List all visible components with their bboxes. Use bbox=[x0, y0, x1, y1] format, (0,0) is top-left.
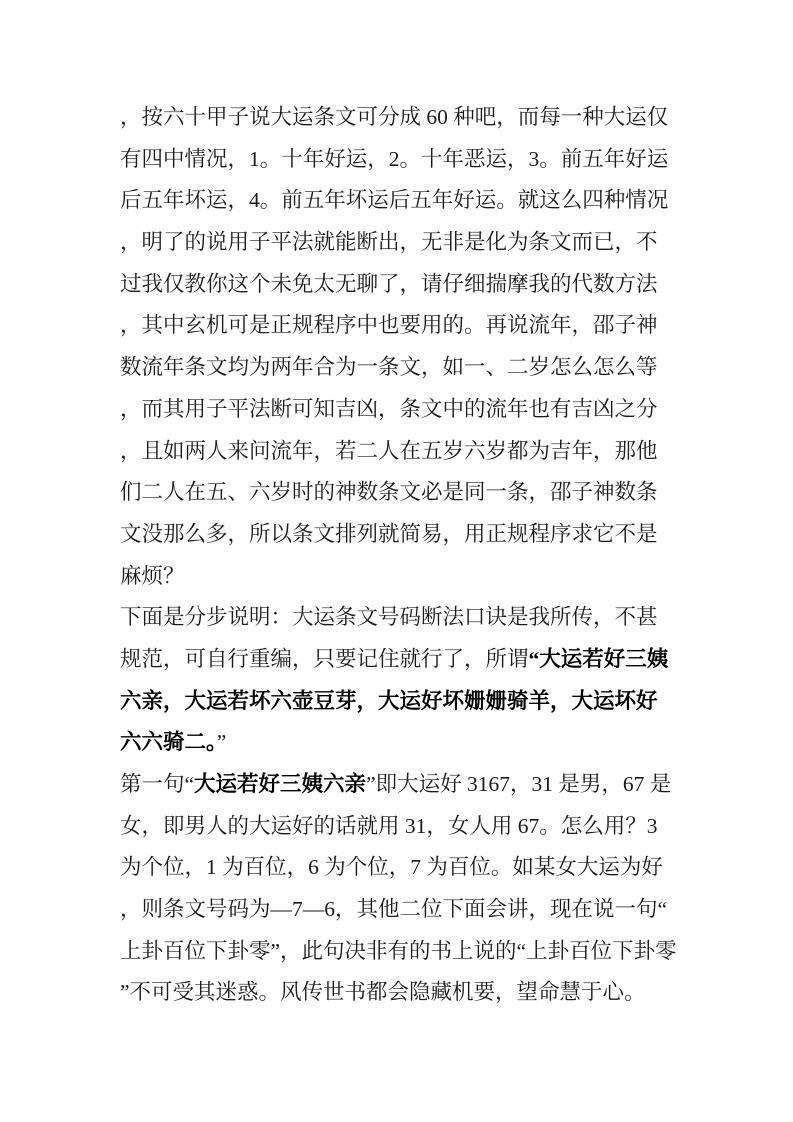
text-segment: ，明了的说用子平法就能断出，无非是化为条文而已，不 bbox=[120, 230, 658, 255]
text-segment: ”不可受其迷惑。风传世书都会隐藏机要，望命慧于心。 bbox=[120, 980, 646, 1005]
text-segment: ”即大运好 3167，31 是男，67 是 bbox=[366, 772, 672, 796]
text-line bbox=[120, 722, 680, 764]
text-segment: 为个位，1 为百位，6 为个位，7 为百位。如某女大运为好 bbox=[120, 855, 663, 880]
text-line bbox=[120, 972, 680, 1014]
text-segment: 文没那么多，所以条文排列就简易，用正规程序求它不是 bbox=[120, 521, 658, 546]
text-line bbox=[120, 431, 680, 473]
text-line bbox=[120, 389, 680, 431]
text-line bbox=[120, 97, 680, 139]
text-line bbox=[120, 514, 680, 556]
text-line bbox=[120, 305, 680, 347]
text-line bbox=[120, 764, 680, 806]
mnemonic-bold-text: “大运若好三姨 bbox=[528, 646, 669, 671]
text-segment: 过我仅教你这个未免太无聊了，请仔细揣摩我的代数方法 bbox=[120, 271, 658, 296]
text-segment: 规范，可自行重编，只要记住就行了，所谓 bbox=[120, 646, 529, 671]
mnemonic-bold-text: 大运若好三姨六亲 bbox=[194, 772, 367, 796]
text-segment: ” bbox=[216, 730, 227, 755]
text-line bbox=[120, 139, 680, 181]
text-segment: 女，即男人的大运好的话就用 31，女人用 67。怎么用？3 bbox=[120, 813, 658, 838]
text-segment: 有四中情况，1。十年好运，2。十年恶运，3。前五年好运 bbox=[120, 146, 669, 171]
text-segment: 数流年条文均为两年合为一条文，如一、二岁怎么怎么等 bbox=[120, 355, 658, 380]
text-line bbox=[120, 222, 680, 264]
text-segment: 上卦百位下卦零”，此句决非有的书上说的“上卦百位下卦零 bbox=[120, 938, 677, 963]
text-line bbox=[120, 180, 680, 222]
text-line bbox=[120, 847, 680, 889]
text-line bbox=[120, 597, 680, 639]
text-line bbox=[120, 472, 680, 514]
text-segment: ，且如两人来问流年，若二人在五岁六岁都为吉年，那他 bbox=[120, 438, 658, 463]
text-segment: 麻烦？ bbox=[120, 563, 185, 588]
text-segment: ，按六十甲子说大运条文可分成 60 种吧，而每一种大运仅 bbox=[120, 105, 669, 129]
text-segment: 下面是分步说明：大运条文号码断法口诀是我所传，不甚 bbox=[120, 605, 658, 630]
text-line bbox=[120, 806, 680, 848]
text-line bbox=[120, 681, 680, 723]
text-line bbox=[120, 264, 680, 306]
text-segment: 们二人在五、六岁时的神数条文必是同一条，邵子神数条 bbox=[120, 480, 658, 505]
text-segment: 第一句“ bbox=[120, 772, 195, 796]
text-line bbox=[120, 639, 680, 681]
text-line bbox=[120, 931, 680, 973]
text-segment: ，则条文号码为—7—6，其他二位下面会讲，现在说一句“ bbox=[120, 897, 668, 922]
body-text bbox=[120, 97, 680, 1014]
text-line bbox=[120, 889, 680, 931]
text-segment: 后五年坏运，4。前五年坏运后五年好运。就这么四种情况 bbox=[120, 188, 669, 213]
text-line bbox=[120, 347, 680, 389]
text-segment: ，而其用子平法断可知吉凶，条文中的流年也有吉凶之分 bbox=[120, 396, 658, 421]
text-line bbox=[120, 556, 680, 598]
text-segment: ，其中玄机可是正规程序中也要用的。再说流年，邵子神 bbox=[120, 313, 658, 338]
mnemonic-bold-text: 六亲，大运若坏六壶豆芽，大运好坏姗姗骑羊，大运坏好 bbox=[120, 688, 658, 713]
mnemonic-bold-text: 六六骑二。 bbox=[120, 730, 217, 755]
